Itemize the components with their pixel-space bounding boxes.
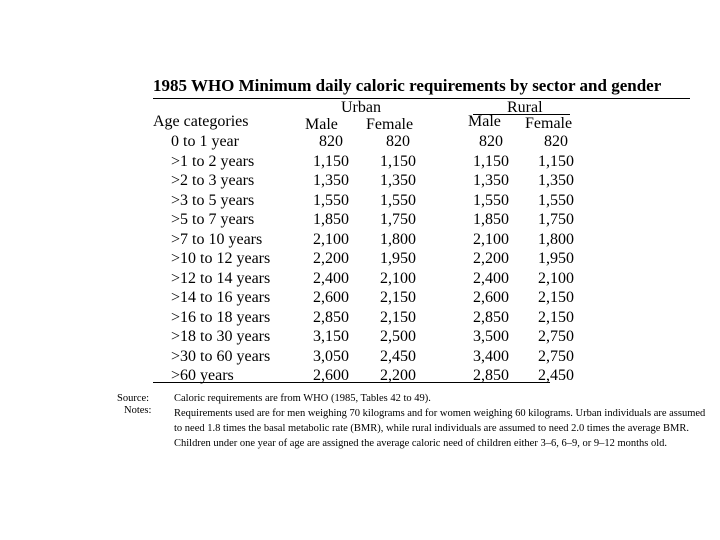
urban-female-cell: 1,550 (380, 191, 416, 209)
urban-male-cell: 2,200 (313, 250, 349, 267)
age-category-cell: >60 years (171, 367, 234, 384)
urban-male-cell: 1,850 (313, 211, 349, 228)
urban-male-cell: 820 (319, 133, 343, 150)
rural-male-cell: 2,850 (473, 367, 509, 384)
urban-male-cell: 2,600 (313, 367, 349, 384)
rural-male-cell: 3,500 (473, 328, 509, 345)
age-category-cell: >18 to 30 years (171, 328, 271, 345)
age-category-cell: >14 to 16 years (171, 289, 271, 306)
rural-male-cell: 2,850 (473, 308, 509, 326)
rural-female-cell: 820 (544, 133, 568, 150)
urban-female-cell: 1,950 (380, 250, 416, 267)
urban-female-cell: 2,150 (380, 289, 416, 306)
urban-female-cell: 820 (386, 133, 410, 150)
rural-female-cell: 1,800 (538, 230, 574, 248)
rural-male-cell: 820 (479, 133, 503, 150)
bottom-rule (153, 382, 550, 383)
urban-female-cell: 1,350 (380, 172, 416, 189)
urban-female-cell: 2,100 (380, 269, 416, 287)
urban-male-cell: 2,100 (313, 230, 349, 248)
rural-male-cell: 2,400 (473, 269, 509, 287)
age-category-cell: >7 to 10 years (171, 230, 263, 248)
urban-male-header: Male (305, 116, 338, 133)
age-category-cell: >30 to 60 years (171, 347, 271, 365)
rural-overline (473, 98, 570, 99)
footnotes (174, 391, 714, 451)
rural-female-cell: 1,350 (538, 172, 574, 189)
urban-female-cell: 2,500 (380, 328, 416, 345)
rural-female-cell: 2,750 (538, 347, 574, 365)
age-category-cell: >5 to 7 years (171, 211, 255, 228)
rural-male-cell: 2,600 (473, 289, 509, 306)
urban-male-cell: 1,350 (313, 172, 349, 189)
urban-male-cell: 2,850 (313, 308, 349, 326)
rural-female-cell: 1,150 (538, 152, 574, 170)
source-label: Source: (117, 393, 150, 404)
rural-female-cell: 1,550 (538, 191, 574, 209)
age-category-cell: >2 to 3 years (171, 172, 255, 189)
title-rule (153, 98, 690, 99)
urban-female-cell: 2,200 (380, 367, 416, 384)
notes-label: Notes: (124, 405, 152, 416)
rural-male-header: Male (468, 113, 501, 130)
urban-female-cell: 1,150 (380, 152, 416, 170)
age-category-cell: >1 to 2 years (171, 152, 255, 170)
rural-female-cell: 2,100 (538, 269, 574, 287)
urban-male-cell: 3,150 (313, 328, 349, 345)
urban-header: Urban (341, 99, 381, 116)
rural-female-header: Female (525, 115, 573, 132)
notes-text: Requirements used are for men weighing 70 kilograms and for women weighing 60 kilograms. Urban individuals are assumed to need 1.8 times the basal metabolic rate (BMR), while rural individuals are assumed to need 2.0 times the average BMR. Children under one year of age are assigned the average caloric need of children either 3–6, 6–9, or 9–12 months old. (174, 408, 706, 449)
rural-female-cell: 1,950 (538, 250, 574, 267)
source-text: Caloric requirements are from WHO (1985, Tables 42 to 49). (174, 393, 431, 404)
rural-male-cell: 1,150 (473, 152, 509, 170)
age-category-cell: >10 to 12 years (171, 250, 271, 267)
age-category-cell: >16 to 18 years (171, 308, 271, 326)
urban-female-cell: 2,450 (380, 347, 416, 365)
rural-male-cell: 2,100 (473, 230, 509, 248)
age-categories-header: Age categories (153, 113, 249, 130)
rural-male-cell: 1,350 (473, 172, 509, 189)
age-category-cell: >3 to 5 years (171, 191, 255, 209)
urban-male-cell: 3,050 (313, 347, 349, 365)
rural-male-cell: 1,550 (473, 191, 509, 209)
rural-female-cell: 2,150 (538, 289, 574, 306)
rural-male-cell: 2,200 (473, 250, 509, 267)
rural-female-cell: 2,750 (538, 328, 574, 345)
urban-male-cell: 2,600 (313, 289, 349, 306)
rural-female-cell: 1,750 (538, 211, 574, 228)
rural-male-cell: 3,400 (473, 347, 509, 365)
urban-male-cell: 2,400 (313, 269, 349, 287)
urban-female-cell: 2,150 (380, 308, 416, 326)
rural-female-cell: 2,450 (538, 367, 574, 384)
urban-female-cell: 1,800 (380, 230, 416, 248)
urban-male-cell: 1,550 (313, 191, 349, 209)
urban-male-cell: 1,150 (313, 152, 349, 170)
table-title: 1985 WHO Minimum daily caloric requirements by sector and gender (153, 76, 662, 95)
urban-female-header: Female (366, 116, 414, 133)
urban-female-cell: 1,750 (380, 211, 416, 228)
age-category-cell: 0 to 1 year (171, 133, 239, 150)
rural-header: Rural (507, 99, 543, 116)
rural-female-cell: 2,150 (538, 308, 574, 326)
rural-male-cell: 1,850 (473, 211, 509, 228)
age-category-cell: >12 to 14 years (171, 269, 271, 287)
